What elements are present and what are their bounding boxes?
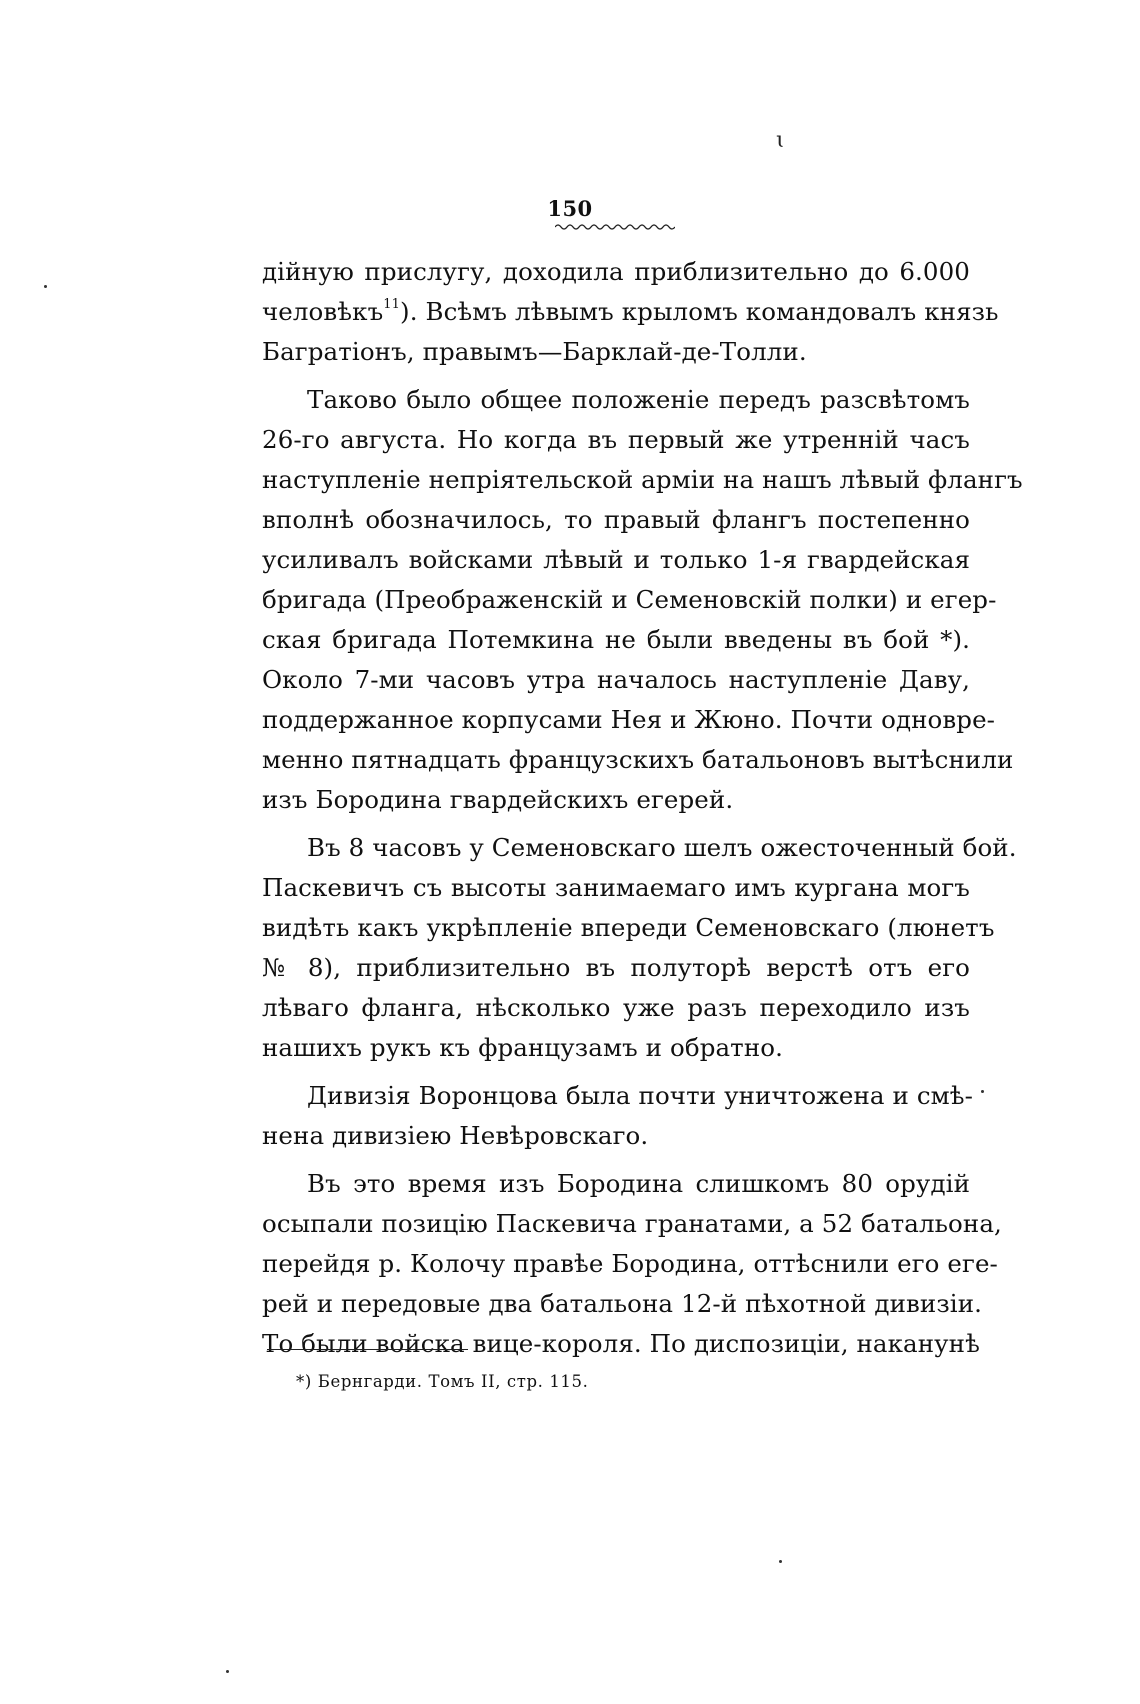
text-line: Въ это время изъ Бородина слишкомъ 80 орудій [307, 1169, 970, 1198]
text-line: изъ Бородина гвардейскихъ егерей. [262, 785, 734, 814]
dust-speck [981, 1090, 984, 1093]
text-line: 26-го августа. Но когда въ первый же утренній часъ [262, 425, 970, 454]
text-line: нена дивизіею Невѣровскаго. [262, 1121, 649, 1150]
footnote-divider [267, 1349, 468, 1350]
text-line: менно пятнадцать французскихъ батальоновъ вытѣснили [262, 745, 1014, 774]
text-line: лѣваго фланга, нѣсколько уже разъ переходило изъ [262, 993, 970, 1022]
page-number: 150 [547, 196, 593, 221]
text-line: Въ 8 часовъ у Семеновскаго шелъ ожесточенный бой. [307, 833, 1017, 862]
text-line: Паскевичъ съ высоты занимаемаго имъ кургана могъ [262, 873, 970, 902]
footnote-reference: 11 [383, 297, 401, 312]
text-line: видѣть какъ укрѣпленіе впереди Семеновскаго (люнетъ [262, 913, 995, 942]
text-line: дійную прислугу, доходила приблизительно до 6.000 [262, 257, 970, 286]
text-line: бригада (Преображенскій и Семеновскій полки) и егер- [262, 585, 997, 614]
dust-speck [226, 1670, 229, 1673]
text-line: ская бригада Потемкина не были введены въ бой *). [262, 625, 970, 654]
text-line: нашихъ рукъ къ французамъ и обратно. [262, 1033, 784, 1062]
text-line: Дивизія Воронцова была почти уничтожена и смѣ- [307, 1081, 974, 1110]
text-line: перейдя р. Колочу правѣе Бородина, оттѣснили его еге- [262, 1249, 998, 1278]
text-line: Багратіонъ, правымъ—Барклай-де-Толли. [262, 337, 807, 366]
text-line: Около 7-ми часовъ утра началось наступленіе Даву, [262, 665, 970, 694]
body-text [262, 252, 1023, 1364]
text-line: То были войска вице-короля. По диспозиціи, наканунѣ [262, 1329, 980, 1358]
text-line: № 8), приблизительно въ полуторѣ верстѣ отъ его [262, 953, 970, 982]
text-fragment: человѣкъ [262, 297, 384, 326]
text-line: рей и передовые два батальона 12-й пѣхотной дивизіи. [262, 1289, 983, 1318]
wavy-rule-ornament [555, 222, 675, 232]
footnote: *) Бернгарди. Томъ II, стр. 115. [296, 1372, 589, 1391]
text-line: усиливалъ войсками лѣвый и только 1-я гвардейская [262, 545, 970, 574]
text-line [262, 292, 999, 332]
text-line: наступленіе непріятельской арміи на нашъ лѣвый флангъ [262, 465, 1023, 494]
stray-mark: ɩ [776, 128, 785, 153]
text-line: Таково было общее положеніе передъ разсвѣтомъ [307, 385, 970, 414]
text-line: поддержанное корпусами Нея и Жюно. Почти одновре- [262, 705, 996, 734]
text-fragment: ). Всѣмъ лѣвымъ крыломъ командовалъ князь [400, 297, 999, 326]
text-line: вполнѣ обозначилось, то правый флангъ постепенно [262, 505, 970, 534]
text-line: осыпали позицію Паскевича гранатами, а 52 батальона, [262, 1209, 1002, 1238]
dust-speck [779, 1560, 782, 1563]
dust-speck [44, 285, 47, 288]
